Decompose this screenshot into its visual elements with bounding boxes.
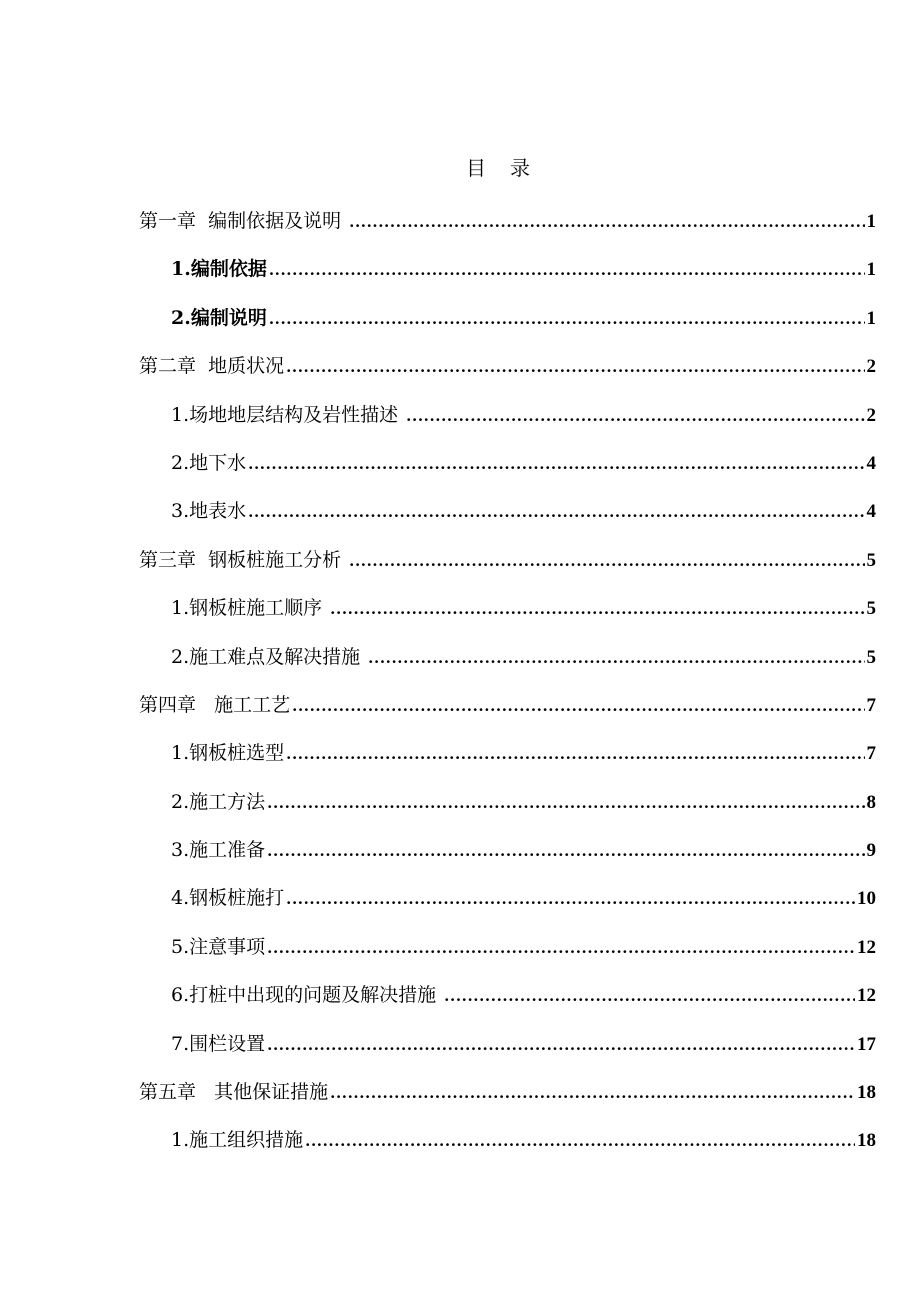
toc-section-entry[interactable] bbox=[0, 398, 920, 446]
toc-section-entry[interactable] bbox=[0, 736, 920, 784]
toc-leader-dots bbox=[286, 882, 855, 916]
toc-entry-label: 2.施工方法 bbox=[171, 790, 266, 813]
toc-section-entry[interactable] bbox=[0, 494, 920, 542]
toc-section-entry[interactable] bbox=[0, 881, 920, 929]
toc-leader-dots bbox=[269, 253, 865, 287]
toc-entry-label: 7.围栏设置 bbox=[171, 1032, 266, 1055]
toc-entry-label: 第三章 钢板桩施工分析 bbox=[139, 548, 348, 571]
toc-leader-dots bbox=[267, 786, 864, 820]
toc-page-number: 5 bbox=[866, 549, 876, 571]
toc-entry-label: 1.钢板桩施工顺序 bbox=[171, 597, 329, 620]
toc-entry-label: 第一章 编制依据及说明 bbox=[139, 210, 348, 232]
toc-section-entry[interactable] bbox=[0, 591, 920, 639]
toc-entry-label: 2.地下水 bbox=[171, 451, 247, 474]
toc-page-number: 1 bbox=[866, 259, 876, 281]
toc-page-number: 9 bbox=[866, 840, 876, 862]
toc-leader-dots bbox=[368, 641, 864, 675]
toc-page-number: 18 bbox=[857, 1082, 876, 1104]
toc-page-number: 2 bbox=[866, 356, 876, 378]
toc-leader-dots bbox=[248, 447, 864, 481]
toc-section-entry[interactable] bbox=[0, 978, 920, 1026]
toc-leader-dots bbox=[286, 737, 864, 771]
toc-chapter-entry[interactable] bbox=[0, 204, 920, 252]
toc-section-entry[interactable] bbox=[0, 252, 920, 300]
toc-entry-label: 第四章 施工工艺 bbox=[139, 693, 291, 716]
toc-section-entry[interactable] bbox=[0, 301, 920, 349]
toc-page-number: 5 bbox=[866, 598, 876, 620]
toc-leader-dots bbox=[267, 1028, 855, 1062]
toc-page-number: 7 bbox=[866, 743, 876, 765]
toc-entry-label: 1.钢板桩选型 bbox=[171, 742, 285, 765]
toc-leader-dots bbox=[292, 689, 864, 723]
toc-leader-dots bbox=[305, 1124, 855, 1158]
toc-page-number: 4 bbox=[866, 452, 876, 474]
toc-page-number: 18 bbox=[857, 1130, 876, 1152]
toc-leader-dots bbox=[267, 834, 864, 868]
toc-leader-dots bbox=[286, 350, 864, 384]
toc-leader-dots bbox=[444, 979, 855, 1013]
toc-section-entry[interactable] bbox=[0, 1027, 920, 1075]
toc-leader-dots bbox=[248, 495, 864, 529]
toc-entry-label: 6.打桩中出现的问题及解决措施 bbox=[171, 984, 443, 1007]
toc-section-entry[interactable] bbox=[0, 1123, 920, 1171]
toc-entry-label: 1.场地地层结构及岩性描述 bbox=[171, 403, 405, 426]
toc-section-entry[interactable] bbox=[0, 640, 920, 688]
toc-chapter-entry[interactable] bbox=[0, 543, 920, 591]
toc-leader-dots bbox=[330, 592, 864, 626]
toc-section-entry[interactable] bbox=[0, 785, 920, 833]
toc-page-number: 12 bbox=[857, 936, 876, 958]
toc-entry-label: 第五章 其他保证措施 bbox=[139, 1081, 329, 1104]
toc-leader-dots bbox=[330, 1076, 855, 1110]
toc-page-number: 12 bbox=[857, 985, 876, 1007]
toc-page-number: 1 bbox=[866, 211, 876, 232]
toc-section-entry[interactable] bbox=[0, 930, 920, 978]
toc-page-number: 7 bbox=[866, 694, 876, 716]
table-of-contents bbox=[0, 204, 920, 1172]
toc-page-number: 1 bbox=[866, 307, 876, 329]
toc-chapter-entry[interactable] bbox=[0, 349, 920, 397]
toc-entry-label: 2.编制说明 bbox=[171, 306, 267, 329]
toc-leader-dots bbox=[349, 205, 864, 239]
toc-entry-label: 1.施工组织措施 bbox=[171, 1129, 304, 1152]
toc-leader-dots bbox=[406, 399, 864, 433]
toc-leader-dots bbox=[349, 544, 864, 578]
toc-entry-label: 4.钢板桩施打 bbox=[171, 887, 285, 910]
toc-entry-label: 1.编制依据 bbox=[171, 258, 267, 281]
toc-entry-label: 第二章 地质状况 bbox=[139, 355, 285, 378]
toc-page-number: 2 bbox=[866, 404, 876, 426]
toc-page-number: 17 bbox=[857, 1033, 876, 1055]
toc-leader-dots bbox=[269, 302, 865, 336]
toc-chapter-entry[interactable] bbox=[0, 688, 920, 736]
toc-entry-label: 3.施工准备 bbox=[171, 839, 266, 862]
toc-entry-label: 3.地表水 bbox=[171, 500, 247, 523]
toc-leader-dots bbox=[267, 931, 855, 965]
toc-entry-label: 2.施工难点及解决措施 bbox=[171, 645, 367, 668]
toc-section-entry[interactable] bbox=[0, 446, 920, 494]
toc-entry-label: 5.注意事项 bbox=[171, 935, 266, 958]
toc-page-number: 5 bbox=[866, 646, 876, 668]
toc-chapter-entry[interactable] bbox=[0, 1075, 920, 1123]
toc-title: 目录 bbox=[466, 156, 554, 180]
toc-page-number: 8 bbox=[866, 791, 876, 813]
toc-section-entry[interactable] bbox=[0, 833, 920, 881]
toc-page-number: 10 bbox=[857, 888, 876, 910]
toc-page-number: 4 bbox=[866, 501, 876, 523]
